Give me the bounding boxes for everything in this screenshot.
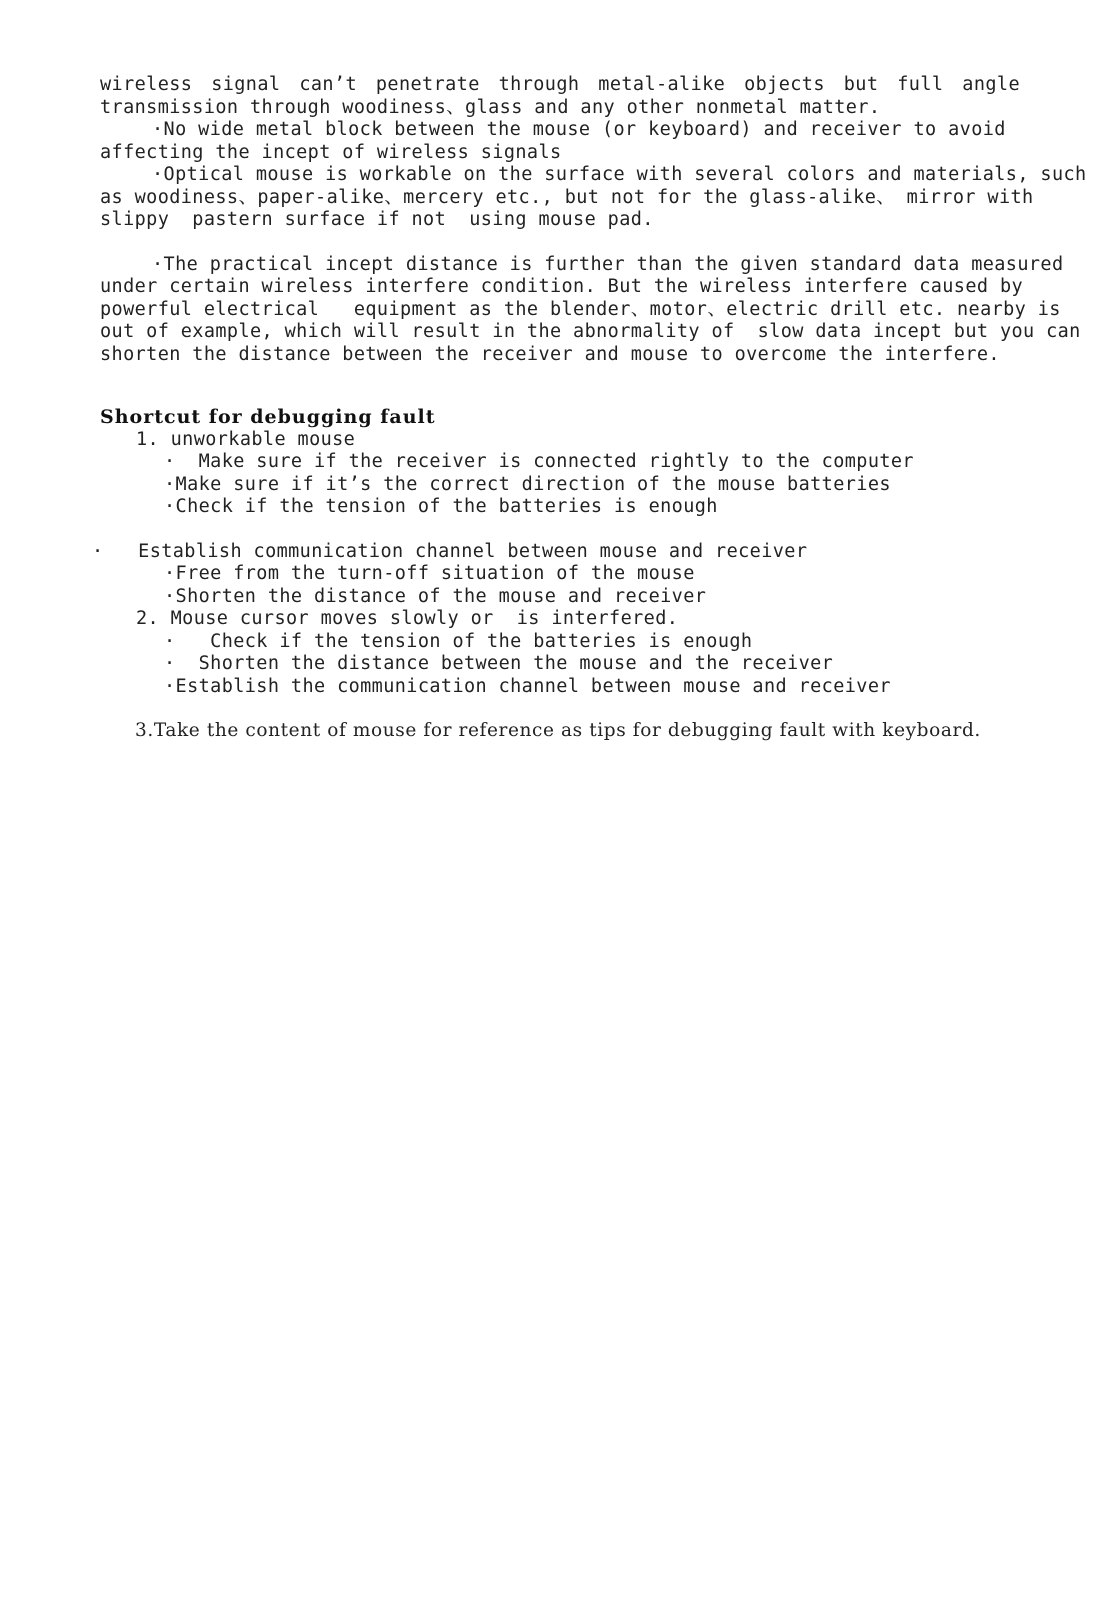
paragraph-line: ·No wide metal block between the mouse (or keyboard) and receiver to avoid (152, 119, 1006, 140)
list-bullet: ·Make sure if it’s the correct direction of the mouse batteries (164, 473, 891, 495)
paragraph-line: slippy pastern surface if not using mouse pad. (100, 209, 654, 230)
list-bullet: · Make sure if the receiver is connected rightly to the computer (164, 451, 914, 472)
section-heading: Shortcut for debugging fault (100, 406, 436, 428)
list-bullet: ·Shorten the distance of the mouse and receiver (164, 585, 707, 607)
paragraph-line: ·Optical mouse is workable on the surface with several colors and materials, such (152, 164, 1087, 185)
paragraph-line: wireless signal can’t penetrate through metal-alike objects but full angle (100, 74, 1020, 95)
document-page (92, 74, 1087, 743)
list-bullet: · Establish communication channel between mouse and receiver (92, 540, 808, 562)
list-bullet: ·Establish the communication channel between mouse and receiver (164, 675, 891, 697)
paragraph-line: shorten the distance between the receiver and mouse to overcome the interfere. (100, 343, 1000, 365)
list-bullet: ·Free from the turn-off situation of the mouse (164, 563, 695, 584)
list-bullet: · Check if the tension of the batteries is enough (164, 630, 753, 652)
paragraph-line: powerful electrical equipment as the blender、motor、electric drill etc. nearby is (100, 298, 1061, 320)
paragraph-line: as woodiness、paper-alike、mercery etc., but not for the glass-alike、 mirror with (100, 186, 1034, 208)
paragraph-line: ·The practical incept distance is further than the given standard data measured (152, 253, 1064, 275)
paragraph-line: out of example, which will result in the abnormality of slow data incept but you can (100, 321, 1081, 342)
list-bullet: ·Check if the tension of the batteries is enough (164, 496, 718, 517)
paragraph-line: under certain wireless interfere condition. But the wireless interfere caused by (100, 276, 1024, 297)
paragraph-line: affecting the incept of wireless signals (100, 141, 562, 163)
list-item: 1. unworkable mouse (136, 428, 356, 450)
paragraph-line: transmission through woodiness、glass and any other nonmetal matter. (100, 96, 881, 118)
list-item: 2. Mouse cursor moves slowly or is interfered. (136, 608, 679, 629)
list-item: 3.Take the content of mouse for reference as tips for debugging fault with keyboard. (135, 720, 981, 741)
list-bullet: · Shorten the distance between the mouse and the receiver (164, 653, 834, 674)
